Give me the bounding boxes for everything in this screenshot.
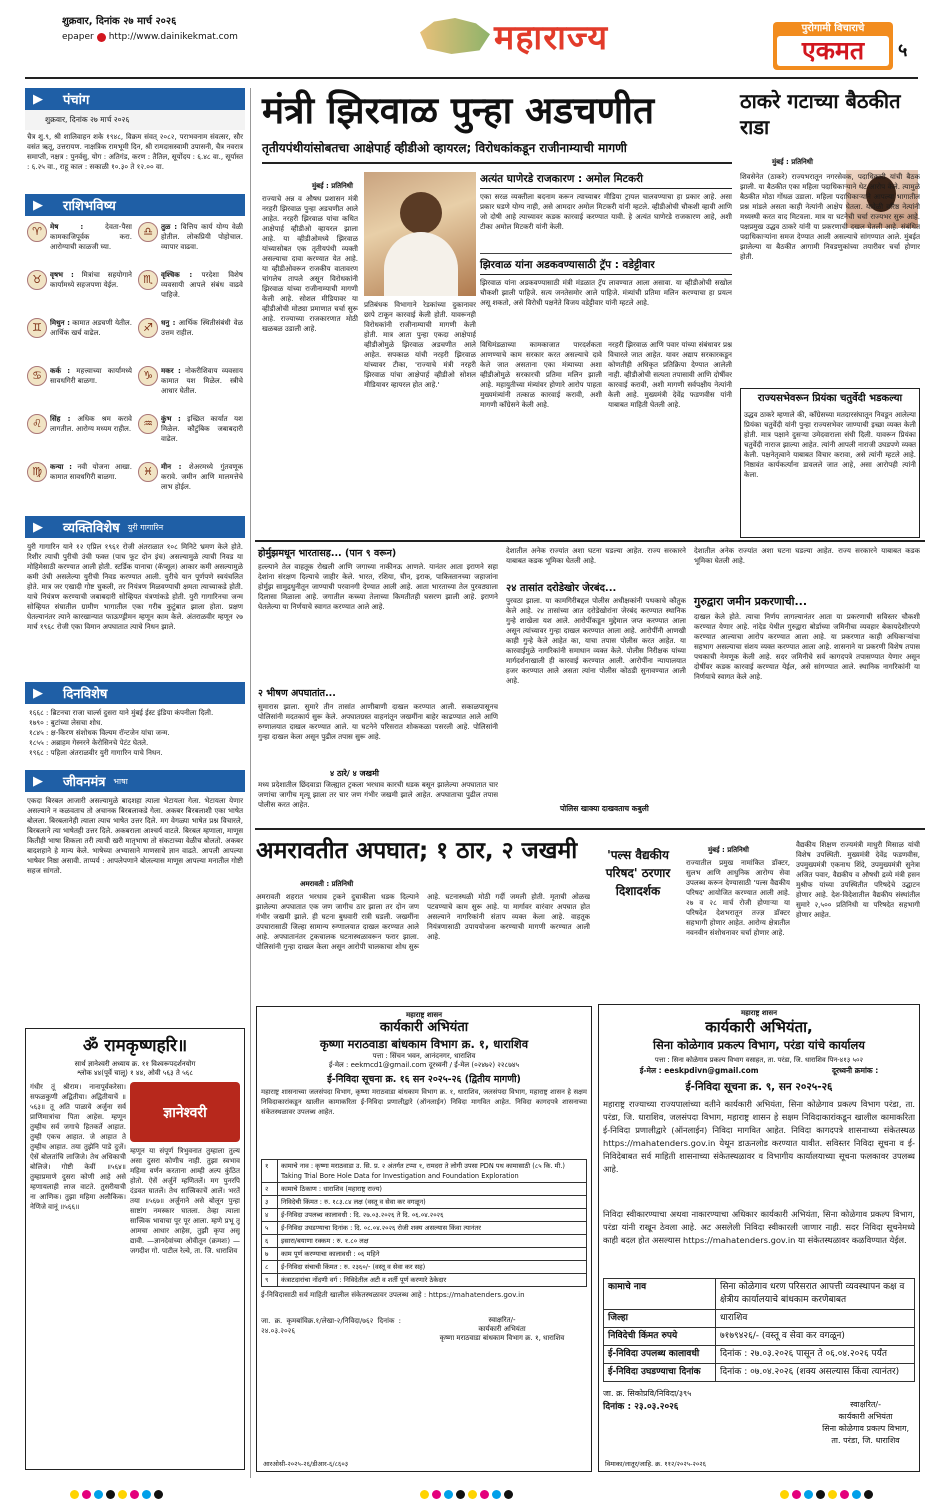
dinvishesh-header: ▶ दिनविशेष	[25, 682, 245, 704]
lead-headline: मंत्री झिरवाळ पुन्हा अडचणीत	[262, 89, 655, 132]
maharashtra-map-icon	[420, 18, 490, 54]
ramkrishna-line1: सार्थ ज्ञानेश्वरी अध्याय क्र. ११ विश्वरूपदर्शनयोग	[74, 1060, 196, 1068]
mitkari-body: एका सरळ व्यक्तीला बदनाम करून त्याच्याबर मीडिया ट्रायल चालवण्याचा हा प्रकार आहे. असा प्रकार घडणे योग्य नाही, असे आमदार अमोल मिटकरी यांनी म्हटले. व्हीडीओची चौकशी व्हावी आणि जो दोषी आहे त्याच्यावर कडक कारवाई करण्यात यावी. हे अत्यंत घाणेरडे राजकारण आहे, अशी टीका अमोल मिटकरी यांनी केली.	[480, 192, 732, 231]
thackeray-dateline: मुंबई : प्रतिनिधी	[772, 158, 813, 166]
rashi-text: कामात अडचणी येतील. आर्थिक खर्च वाढेल.	[50, 318, 132, 337]
registration-marks	[70, 1484, 166, 1501]
tender2-notice: ई-निविदा सूचना क्र. ९, सन २०२५-२६	[685, 1081, 833, 1093]
table-row	[262, 1183, 587, 1196]
table-row	[262, 1209, 587, 1222]
rashi-item	[138, 366, 243, 408]
globe-icon	[97, 33, 106, 42]
lead-body-col4: नरहरी झिरवाळ आणि पवार यांच्या संबंधावर प्रश्न विचारले जात आहेत. यावर अद्याप सरकारकडून कोणतीही अधिकृत प्रतिक्रिया देण्यात आलेली नाही. व्हीडीओची सत्यता तपासावी आणि दोषींवर कारवाई करावी, अशी मागणी सर्वपक्षीय नेत्यांनी केली आहे. मुख्यमंत्री देवेंद्र फडणवीस यांनी याबाबत माहिती घेतली आहे.	[608, 340, 732, 409]
taurus-icon: ♉	[27, 270, 47, 290]
rashi-text: आर्थिक स्थितीसंबंधी वेळ उत्तम राहील.	[161, 318, 243, 337]
list-item: १९६८ : पहिला अंतराळवीर युरी गागारिन याचे निधन.	[29, 748, 163, 757]
list-item: १६६८ : ब्रिटनचा राजा चार्ल्स दुसरा याने मुंबई ईस्ट इंडिया कंपनीला दिली.	[29, 708, 214, 717]
rashi-name: मकर :	[161, 366, 181, 375]
table-row	[262, 1196, 587, 1209]
mitkari-box	[480, 172, 732, 254]
rashi-item	[27, 414, 132, 456]
gurudwara-lead: देशातील अनेक राज्यांत अशा घटना घडल्या आहेत. राज्य सरकारने याबाबत कडक भूमिका घेतली आहे.	[694, 546, 920, 565]
list-item: १८४५ : क्ष-किरण संशोधक विल्यम रॉन्टजेन यांचा जन्म.	[29, 728, 170, 737]
amravati-dateline: अमरावती : प्रतिनिधी	[300, 880, 354, 888]
rashi-text: देवता-पैसा कामकाजिपूर्वक करा. आरोग्याची काळजी घ्या.	[50, 222, 132, 251]
capricorn-icon: ♑	[138, 366, 158, 386]
hormuz-body: हल्ल्याने तेल वाहतूक रोखली आणि जगाच्या नाकीनऊ आणले. यानंतर आता इराणने सहा देशांना संरक्षण दिल्याचे जाहीर केले. भारत, रशिया, चीन, इराक, पाकिस्तानच्या जहाजांना होर्मुझ सामुद्रधुनीतून जाण्याची परवानगी देण्यात आली आहे. आता भारताच्या तेल पुरवठ्याला दिलासा मिळाला आहे. जगातील कच्च्या तेलाच्या किमतीतही घसरण झाली आहे. इराणने घेतलेल्या या निर्णयाचे स्वागत करण्यात आले आहे.	[258, 562, 498, 611]
tender2-email: ई-मेल : eeskpdivn@gmail.com	[639, 1066, 759, 1075]
scorpio-icon: ♏	[138, 270, 158, 290]
hormuz-title: होर्मुझमधून भारतासह... (पान ९ वरून)	[258, 548, 397, 559]
virgo-icon: ♍	[27, 462, 47, 482]
masthead	[773, 22, 893, 70]
table-cell: निविदेची किंमत रुपये	[604, 1328, 716, 1346]
rashi-item	[27, 318, 132, 360]
table-cell: ५	[262, 1222, 278, 1235]
table-row	[262, 1160, 587, 1183]
table-cell: कामाचे ठिकाण : धाराशिव (महाराष्ट्र राज्य)	[278, 1183, 587, 1196]
tender2-ref2: दिनांक : २३.०३.२०२६	[603, 1402, 679, 1412]
ramkrishna-line2: श्लोक ४४(पूर्वे चालू) १ ४४, ओवी ५६३ ते ५६८	[76, 1069, 194, 1077]
table-cell: दिनांक : २७.०३.२०२६ पासून ते ०६.०४.२०२६ पर्यंत	[716, 1346, 915, 1364]
table-cell: जिल्हा	[604, 1310, 716, 1328]
rashi-name: तुळ :	[161, 222, 178, 231]
table-cell: ६	[262, 1235, 278, 1248]
table-row	[604, 1346, 915, 1364]
table-row	[262, 1235, 587, 1248]
tender1-notice: ई-निविदा सूचना क्र. १६ सन २०२५-२६ (द्वितीय मागणी)	[327, 1074, 521, 1085]
tender1-code: आरओसी-२०२५-२६/डीआर-६/८६०३	[263, 1460, 349, 1468]
tender1-ref: जा. क्र. कृमबांविक्र.१/लेखा-२/निविदा/७६२ दिनांक : २४.०३.२०२६	[261, 1316, 401, 1335]
jeevan-header: ▶ जीवनमंत्र भाषा	[25, 770, 245, 792]
table-row	[604, 1364, 915, 1382]
sagittarius-icon: ♐	[138, 318, 158, 338]
table-row	[262, 1274, 587, 1287]
aquarius-icon: ♒	[138, 414, 158, 434]
tender2-body2: निविदा स्वीकारण्याचा अथवा नाकारण्याचा अधिकार कार्यकारी अभियंता, सिना कोळेगाव प्रकल्प विभाग, परंडा यांनी राखून ठेवला आहे. अट असलेली निविदा स्वीकारली जाणार नाही. सदर निविदा सूचनेमध्ये काही बदल होत असल्यास https://mahatenders.gov.in या संकेतस्थळावर कळविण्यात येईल.	[603, 1209, 915, 1245]
tender2-office: कार्यकारी अभियंता,	[705, 1018, 813, 1036]
person-silhouette-icon	[400, 192, 442, 234]
cancer-icon: ♋	[27, 366, 47, 386]
arrow-icon: ▶	[33, 685, 43, 701]
amravati-headline: अमरावतीत अपघात; १ ठार, २ जखमी	[256, 838, 578, 864]
table-cell: ४	[262, 1209, 278, 1222]
dnyaneshwari-logo: ज्ञानेश्वरी	[130, 1082, 240, 1142]
tender1-office: कार्यकारी अभियंता	[379, 1020, 469, 1035]
vaidya-body2: वैद्यकीय शिक्षण राज्यमंत्री माधुरी मिसाळ यांची विशेष उपस्थिती. मुख्यमंत्री देवेंद्र फडणवीस, उपमुख्यमंत्री एकनाथ शिंदे, उपमुख्यमंत्री सुनेत्रा अजित पवार, वैद्यकीय व औषधी द्रव्ये मंत्री हसन मुश्रीफ यांच्या उपस्थितीत परिषदेचे उद्घाटन होणार आहे. देश-विदेशातील वैद्यकीय संस्थांतील सुमारे २,५०० प्रतिनिधी या परिषदेत सहभागी होणार आहेत.	[796, 840, 920, 919]
tender2-address: पत्ता : सिना कोळेगाव प्रकल्प विभाग वसाहत, ता. परंडा, जि. धाराशिव पिन-४१३ ५०२	[654, 1056, 864, 1064]
wadettiwar-title: झिरवाळ यांना अडकवण्यासाठी ट्रॅप : वडेट्टीवार	[480, 258, 732, 275]
rashi-text: वित्तिय कार्य योग्य वेळी होतील. लोकप्रियी पोहोचाल. व्यापार वाढवा.	[161, 222, 243, 251]
lead-body-col1: राज्याचे अन्न व औषध प्रशासन मंत्री नरहरी झिरवाळ पुन्हा अडचणीत आले आहेत. नरहरी झिरवाळ यांचा कथित आक्षेपार्ह व्हीडीओ व्हायरल झाला आहे. या व्हीडीओमध्ये झिरवाळ यांच्यासोबत एक तृतीयपंथी व्यक्ती असल्याचा दावा करण्यात येत आहे. या व्हीडीओवरून राजकीय वातावरण चांगलेच तापले असून विरोधकांनी झिरवाळ यांच्या राजीनाम्याची मागणी केली आहे. सोशल मीडियावर या व्हीडीओची मोठ्या प्रमाणात चर्चा सुरू आहे. राज्याच्या राजकारणात मोठी खळबळ उडाली आहे.	[262, 194, 358, 333]
tender2-gov: महाराष्ट्र शासन	[740, 1009, 778, 1017]
table-cell: कामाचे नाव	[604, 1279, 716, 1310]
table-row	[604, 1310, 915, 1328]
tender1-footer: ई-निविदासाठी सर्व माहिती खालील संकेतस्थळावर उपलब्ध आहे : https://mahatenders.gov.in	[261, 1290, 525, 1299]
minister-photo	[364, 172, 476, 296]
rashi-item	[27, 222, 132, 264]
ramkrishna-col2: म्हणून या संपूर्ण त्रिभुवनात तुम्हाला तुल्य असा दुसरा कोणीच नाही. तुझा स्वभाव महिमा वर्णन करताना आम्ही अल्प कुंठित होतो. ऐसें अर्जुनें म्हणितलें। मग पुनरपि दंडवत घातलें। तेथ सात्त्विकाचें आलें। भरतें तया ॥५६७॥ अर्जुनाने असे बोलून पुन्हा साष्टांग नमस्कार घातला. तेव्हा त्याला सात्त्विक भावाचा पूर पूर आला. म्हणे प्रभू तू आमचा आधार आहेस, तुझी कृपा असू द्यावी. —ज्ञानदेवांच्या ओवीतून (क्रमशः) —जगदीश गो. पाटील रेल्वे, ता. जि. धाराशिव	[130, 1147, 240, 1255]
rashi-header: ▶ राशिभविष्य	[25, 194, 245, 216]
rashi-item	[138, 270, 243, 312]
rashi-item	[138, 462, 243, 504]
section-title: महाराज्य	[494, 18, 609, 58]
gurudwara-title: गुरुद्वारा जमीन प्रकरणाची...	[694, 595, 808, 608]
arrow-icon: ▶	[33, 197, 43, 213]
rashi-name: मीन :	[161, 462, 182, 471]
ramkrishna-title: ॐ रामकृष्णहरि॥	[82, 1036, 188, 1056]
rashi-text: नवी योजना आखा. कामात सावधगिरी बाळगा.	[50, 462, 132, 481]
tender2-ref1: जा. क्र. सिकोप्रवि/निविदा/३९५	[603, 1389, 692, 1398]
tender2-body: महाराष्ट्र राज्याच्या राज्यपालांच्या वतीने कार्यकारी अभियंता, सिना कोळेगाव प्रकल्प विभाग परंडा, ता. परंडा, जि. धाराशिव, जलसंपदा विभाग, महाराष्ट्र शासन हे सक्षम निविदाकारांकडून खालील कामाकरिता ई-निविदा प्रणालीद्वारे (ऑनलाईन) निविदा मागवित आहेत. निविदा कागदपत्रे शासनाच्या संकेतस्थळ https://mahatenders.gov.in येथून डाऊनलोड करण्यात यावीत. सविस्तर निविदा सूचना व ई-निविदेबाबत सर्व माहिती शासनाच्या संकेतस्थळावर व विभागीय कार्यालयाच्या सूचना फलकावर उपलब्ध आहे.	[603, 1099, 915, 1174]
panchang-date: शुक्रवार, दिनांक २७ मार्च २०२६	[25, 110, 245, 130]
rashi-name: मेष :	[50, 222, 84, 231]
wadettiwar-box	[480, 258, 732, 334]
table-cell: ७	[262, 1248, 278, 1261]
table-cell: ई-निविदा संचाची किंमत : रु. २३६०/- (वस्तू व सेवा कर सह)	[278, 1261, 587, 1274]
jeevan-body: एकदा बिरबल आजारी असल्यामुळे बादशहा त्याला भेटायला गेला. भेटायला येणार असल्याने न कळवताच तो अचानक बिरबलाकडे गेला. अकबर बिरबलाशी एका भाषेत बोलला. बिरबलानेही त्याला त्याच भाषेत उत्तर दिले. मग वेगळ्या भाषेत प्रश्न विचारले, बिरबलाने त्या भाषेतही उत्तर दिले. अकबराला आश्चर्य वाटले. बिरबल म्हणाला, माणूस कितीही भाषा शिकला तरी त्याची खरी मातृभाषा तो संकटाच्या वेळीच बोलतो. अकबर बादशहाने हे मान्य केले. भाषेच्या अभ्यासाने माणसाचे ज्ञान वाढते. आपली आपल्या भाषेवर निष्ठा असावी. ताप्पर्य : आपलेपणाने बोलल्यास माणूस आपल्या मनातील गोष्टी सहज सांगतो.	[27, 796, 243, 875]
murder-body: पुरवठा झाला. या कामगिरीबद्दल पोलीस अधीक्षकांनी पथकाचे कौतुक केले आहे. २४ तासांच्या आत दरोडेखोरांना जेरबंद करण्यात स्थानिक गुन्हे शाखेला यश आले. आरोपींकडून मुद्देमाल जप्त करण्यात आला असून त्यांच्यावर गुन्हा दाखल करण्यात आला आहे. आरोपींनी आणखी काही गुन्हे केले आहेत का, याचा तपास पोलीस करत आहेत. या कारवाईमुळे नागरिकांनी समाधान व्यक्त केले. पोलीस निरीक्षक यांच्या मार्गदर्शनाखाली ही कारवाई करण्यात आली. आरोपींना न्यायालयात हजर करण्यात आले असता त्यांना पोलीस कोठडी सुनावण्यात आली आहे.	[506, 596, 686, 685]
arrow-icon: ▶	[33, 91, 43, 107]
masthead-tagline: पुरोगामी विचाराचे	[801, 23, 865, 34]
rashi-text: नोकरीशिवाय व्यवसाय कामात यश मिळेल. स्त्रीचे आधार घेतील.	[161, 366, 243, 395]
vaidya-body: राज्यातील प्रमुख नामांकित डॉक्टर, सुलभ आणि आधुनिक आरोग्य सेवा उपलब्ध करून देण्यासाठी 'पल्स वैद्यकीय परिषद' आयोजित करण्यात आली आहे. २७ व २८ मार्च रोजी होणाऱ्या या परिषदेत देशभरातून तज्ज्ञ डॉक्टर सहभागी होणार आहेत. आरोग्य क्षेत्रातील नवनवीन संशोधनावर चर्चा होणार आहे.	[686, 858, 790, 937]
rashi-text: अधिक श्रम करावे लागतील. आरोग्य मध्यम राहील.	[50, 414, 132, 433]
list-item: १८५५ : अब्राहम गेस्नरने केरोसिनचे पेटंट घेतले.	[29, 738, 149, 747]
rashi-text: महत्त्वाच्या कार्यांमध्ये सावधगिरी बाळगा.	[50, 366, 132, 385]
table-cell: काम पूर्ण करण्याचा कालावधी : ०६ महिने	[278, 1248, 587, 1261]
table-cell: ९	[262, 1274, 278, 1287]
tender2-dept: सिना कोळेगाव प्रकल्प विभाग, परंडा यांचे कार्यालय	[653, 1038, 865, 1052]
arrow-icon: ▶	[33, 519, 43, 535]
arrow-icon: ▶	[33, 773, 43, 789]
rashi-name: वृश्चिक :	[161, 270, 193, 279]
tender2-phone: दूरध्वनी क्रमांक :	[831, 1066, 879, 1075]
table-cell: ३	[262, 1196, 278, 1209]
table-cell: निविदेची किंमत : रु. १८३.८४ लक्ष (वस्तू व सेवा कर वगळून)	[278, 1196, 587, 1209]
panchang-body: चैत्र शु.९, श्री शालिवाहन शके १९४८, विक्रम संवत् २०८२, पराभवनाम संवत्सर, सौर वसंत ऋतू, उत्तरायण. नाक्षत्रिक रामभूमी दिन, श्री रामदासस्वामी उपासनी, चैत्र नवरात्र समाप्ती, नक्षत्र : पुनर्वसु, योग : अतिगंड, करण : तैतिल, सूर्योदय : ६.४८ वा., सूर्यास्त : ६.२५ वा., राहू काल : सकाळी १०.३० ते १२.०० वा.	[27, 132, 243, 171]
rashi-item	[138, 222, 243, 264]
header-date: शुक्रवार, दिनांक २७ मार्च २०२६	[62, 16, 177, 27]
page-header	[0, 0, 945, 80]
accident2-title: २ भीषण अपघातांत...	[258, 688, 336, 699]
table-cell: इसारा/बयाणा रक्कम : रु. १.८० लक्ष	[278, 1235, 587, 1248]
tender1-box: महाराष्ट्र शासन कार्यकारी अभियंता कृष्णा मराठवाडा बांधकाम विभाग क्र. १, धाराशिव पत्ता : सिंचन भवन, आनंदनगर, धाराशिव ई-मेल : eekmcd1@gmail.com दूरध्वनी / ई-मेल (०२४७२) २२८७४५ ई-निविदा सूचना क्र. १६ सन २०२५-२६ (द्वितीय मागणी) महाराष्ट्र शासनाच्या जलसंपदा विभाग, कृष्णा मराठवाडा बांधकाम विभाग क्र. १, धाराशिव, जलसंपदा विभाग, महाराष्ट्र शासन हे सक्षम निविदाकारांकडून खालील कामाकरिता ई-निविदा प्रणालीद्वारे (ऑनलाईन) निविदा मागवित आहेत. निविदा कागदपत्रे शासनाच्या संकेतस्थळावर उपलब्ध आहेत. १ कामाचे नाव : कृष्णा मराठवाडा उ. सि. प्र. २ अंतर्गत टप्पा १, रामदरा ते लोगी उपसा PDN पथ कामासाठी (८५ कि. मी.) Taking Trial Bore Hole Data for Investigation and Foundation Exploration २ कामाचे ठिकाण : धाराशिव (महाराष्ट्र राज्य) ३ निविदेची किंमत : रु. १८३.८४ लक्ष (वस्तू व सेवा कर वगळून) ४ ई-निविदा उपलब्ध कालावधी : दि. २७.०३.२०२६ ते दि. ०६.०४.२०२६ ५ ई-निविदा उघडण्याचा दिनांक : दि. ०८.०४.२०२६ रोजी शक्य असल्यास किंवा त्यानंतर ६ इसारा/बयाणा रक्कम : रु. १.८० लक्ष ७ काम पूर्ण करण्याचा कालावधी : ०६ महिने ८ ई-निविदा संचाची किंमत : रु. २३६०/- (वस्तू व सेवा कर सह) ९ कंत्राटदारांचा नोंदणी वर्ग : निविदेतील अटी व शर्ती पूर्ण करणारे ठेकेदार ई-निविदासाठी सर्व माहिती खालील संकेतस्थळावर उपलब्ध आहे : https://mahatenders.gov.in जा. क्र. कृमबांविक्र.१/लेखा-२/निविदा/७६२ दिनांक : २४.०३.२०२६ स्वाक्षरित/- कार्यकारी अभियंता कृष्णा मराठवाडा बांधकाम विभाग क्र. १, धाराशिव आरओसी-२०२५-२६/डीआर-६/८६०३	[256, 1006, 592, 1472]
hormuz-cont: देशातील अनेक राज्यांत अशा घटना घडल्या आहेत. राज्य सरकारने याबाबत कडक भूमिका घेतली आहे.	[506, 546, 686, 565]
registration-marks	[780, 1484, 876, 1501]
table-cell: ई-निविदा उपलब्ध कालावधी	[604, 1346, 716, 1364]
rashi-item	[138, 414, 243, 456]
tender1-contact: ई-मेल : eekmcd1@gmail.com दूरध्वनी / ई-मेल (०२४७२) २२८७४५	[328, 1061, 520, 1069]
thackeray-headline: ठाकरे गटाच्या बैठकीत राडा	[740, 89, 901, 139]
priyanka-box	[740, 388, 920, 538]
lead-subhead: तृतीयपंथीयांसोबतचा आक्षेपार्ह व्हीडीओ व्हायरल; विरोधकांकडून राजीनाम्याची मागणी	[262, 141, 627, 155]
mitkari-title: अत्यंत घाणेरडे राजकारण : अमोल मिटकरी	[480, 172, 732, 189]
rashi-name: कुंभ :	[161, 414, 181, 423]
priyanka-title: राज्यसभेवरून प्रियंका चतुर्वेदी भडकल्या	[757, 393, 903, 404]
registration-marks	[420, 1484, 516, 1501]
table-cell: ई-निविदा उपलब्ध कालावधी : दि. २७.०३.२०२६ ते दि. ०६.०४.२०२६	[278, 1209, 587, 1222]
accident2-body: सुमारास झाला. सुमारे तीन तासांत आणीबाणी दाखल करण्यात आली. सकाळपासूनच पोलिसांनी मदतकार्य सुरू केले. अपघातग्रस्त वाहनांतून जखमींना बाहेर काढण्यात आले आणि रुग्णालयात दाखल करण्यात आले. या घटनेने परिसरात शोककळा पसरली आहे. पोलिसांनी गुन्हा दाखल केला असून पुढील तपास सुरू आहे.	[258, 702, 498, 741]
rashi-text: शेअरमध्ये गुंतवणूक करावे. जमीन आणि मालमत्तेचे लाभ होईल.	[161, 462, 243, 491]
tender1-address: पत्ता : सिंचन भवन, आनंदनगर, धाराशिव	[372, 1052, 476, 1060]
epaper-link[interactable]: epaper http://www.dainikekmat.com	[62, 32, 238, 42]
vaidya-dateline: मुंबई : प्रतिनिधी	[708, 846, 749, 854]
tender1-dept: कृष्णा मराठवाडा बांधकाम विभाग क्र. १, धाराशिव	[319, 1037, 529, 1051]
rashi-item	[27, 462, 132, 504]
table-row	[604, 1279, 915, 1310]
wadettiwar-body: झिरवाळ यांना अडकवण्यासाठी मंत्री मंडळात ट्रॅप लावण्यात आला असावा. या व्हीडीओची सखोल चौकशी झाली पाहिजे. सत्य जनतेसमोर आले पाहिजे. मंत्र्यांची प्रतिमा मलिन करण्याचा हा प्रयत्न असू शकतो, असे विरोधी पक्षनेते विजय वडेट्टीवार यांनी म्हटले आहे.	[480, 278, 732, 307]
rashi-name: वृषभ :	[50, 270, 74, 279]
table-cell: ८	[262, 1261, 278, 1274]
tender2-table	[603, 1278, 915, 1382]
lead-dateline: मुंबई : प्रतिनिधी	[312, 182, 353, 190]
rashi-item	[27, 366, 132, 408]
rashi-name: मिथुन :	[50, 318, 70, 327]
table-cell: ई-निविदा उघडण्याचा दिनांक	[604, 1364, 716, 1382]
priyanka-body: उद्धव ठाकरे म्हणाले की, काँग्रेसच्या मतदारसंघातून निवडून आलेल्या प्रियंका चतुर्वेदी यांनी पुन्हा राज्यसभेवर जाण्याची इच्छा व्यक्त केली होती. मात्र पक्षाने दुसऱ्या उमेदवाराला संधी दिली. यावरून प्रियंका चतुर्वेदी नाराज झाल्या आहेत. त्यांनी आपली नाराजी उघडपणे व्यक्त केली. पक्षनेतृत्वाने याबाबत विचार करावा, असे त्यांनी म्हटले आहे. निष्ठावंत कार्यकर्त्यांना डावलले जात आहे, असा आरोपही त्यांनी केला.	[744, 410, 916, 479]
table-cell: दिनांक : ०७.०४.२०२६ (शक्य असल्यास किंवा त्यानंतर)	[716, 1364, 915, 1382]
rashi-item	[27, 270, 132, 312]
table-cell: सिना कोळेगाव धरण परिसरात आपत्ती व्यवस्थापन कक्ष व क्षेत्रीय कार्यालयाचे बांधकाम करणेबाबत	[716, 1279, 915, 1310]
page-number: ५	[898, 40, 908, 61]
libra-icon: ♎	[138, 222, 158, 242]
masthead-title: एकमत	[777, 36, 889, 66]
tender2-code: विमाका/लातूर/जाहि. क्र. ११२/२०२५-२०२६	[605, 1460, 706, 1468]
rashi-name: धनु :	[161, 318, 176, 327]
murder-title: २४ तासांत दरोडेखोर जेरबंद...	[506, 583, 617, 594]
table-cell: २	[262, 1183, 278, 1196]
table-row	[604, 1328, 915, 1346]
table-row	[262, 1248, 587, 1261]
ramkrishna-col1: गंधीर तूं श्रीराम। नानापूर्वकरेसा। सफळकुणी अद्वितीया। अद्वितीयाचें ॥५६३॥ तू अति पाळावे अर्जुना सर्व प्राणिमात्रांचा पिता आहेस. म्हणून तुम्हीच सर्व जगाचे हितकर्ते आहात. तुम्ही एकच आहात. जे आहात ते तुम्हीच आहात. तया तुझेनि पाडे दुजें। ऐसें बोलतांचि लाजिजे। तेथ अधिकाची बोलिजे। गोष्टी केवीं ॥५६४॥ तुम्हाप्रमाणे दुसरा कोणी आहे असे म्हणायलाही लाज वाटते. तुसरीयाची ना आणिक। तुझा महिमा अलौकिक। नेणिजे वानूं ॥५६६॥	[30, 1083, 126, 1211]
table-cell: ७१७९४२६/- (वस्तू व सेवा कर वगळून)	[716, 1328, 915, 1346]
accident3-body: मध्य प्रदेशातील छिंदवाडा जिल्ह्यात ट्रकला भरधाव कारची धडक बसून झालेल्या अपघातात चार जणांचा जागीच मृत्यू झाला तर चार जण गंभीर जखमी झाले आहेत. अपघाताचा पुढील तपास पोलीस करत आहेत.	[258, 780, 498, 809]
amravati-body: अमरावती शहरात भरधाव ट्रकने दुचाकीला धडक दिल्याने झालेल्या अपघातात एक जण जागीच ठार झाला तर दोन जण गंभीर जखमी झाले. ही घटना बुधवारी रात्री घडली. जखमींना उपचारासाठी जिल्हा सामान्य रुग्णालयात दाखल करण्यात आले आहे. अपघातानंतर ट्रकचालक घटनास्थळावरून फरार झाला. पोलिसांनी गुन्हा दाखल केला असून आरोपी चालकाचा शोध सुरू आहे. घटनास्थळी मोठी गर्दी जमली होती. मृताची ओळख पटवण्याचे काम सुरू आहे. या मार्गावर वारंवार अपघात होत असल्याने नागरिकांनी संताप व्यक्त केला आहे. वाहतूक नियंत्रणासाठी उपाययोजना करण्याची मागणी करण्यात आली आहे.	[256, 892, 590, 951]
table-cell: कामाचे नाव : कृष्णा मराठवाडा उ. सि. प्र. २ अंतर्गत टप्पा १, रामदरा ते लोगी उपसा PDN पथ कामासाठी (८५ कि. मी.) Taking Trial Bore Hole Data for Investigation and Foundation Exploration	[278, 1160, 587, 1183]
gurudwara-body: दाखल केले होते. त्याचा निर्णय लागल्यानंतर आता या प्रकरणाची सविस्तर चौकशी करण्यात येणार आहे. नांदेड येथील गुरुद्वारा बोर्डाच्या जमिनीचा व्यवहार बेकायदेशीरपणे करण्यात आल्याचा आरोप करण्यात आला आहे. या प्रकरणात काही अधिकाऱ्यांचा सहभाग असल्याचा संशय व्यक्त करण्यात आला आहे. शासनाने या प्रकरणी विशेष तपास पथकाची नेमणूक केली आहे. सदर जमिनीचे सर्व कागदपत्रे तपासण्यात येणार असून दोषींवर कडक कारवाई करण्यात येईल, असे सांगण्यात आले. स्थानिक नागरिकांनी या निर्णयाचे स्वागत केले आहे.	[694, 612, 920, 681]
table-cell: कंत्राटदारांचा नोंदणी वर्ग : निविदेतील अटी व शर्ती पूर्ण करणारे ठेकेदार	[278, 1274, 587, 1287]
panchang-header: ▶ पंचांग	[25, 88, 245, 110]
accident3-title: ४ ठारे/ ४ जखमी	[330, 769, 379, 778]
rashi-item	[138, 318, 243, 360]
rashi-text: इच्छित कार्यात यश मिळेल. कौटुंबिक जबाबदारी वाढेल.	[161, 414, 243, 443]
tender1-gov: महाराष्ट्र शासन	[405, 1011, 443, 1019]
ramkrishna-box	[25, 1028, 245, 1470]
rashi-grid	[25, 216, 245, 516]
lead-body-col2: प्रतिबंधक विभागाने रेडकांच्या दुकानावर छापे टाकून कारवाई केली होती. यावरूनही विरोधकांनी राजीनाम्याची मागणी केली होती. मात्र आता पुन्हा एकदा आक्षेपार्ह व्हीडीओमुळे झिरवाळ अडचणीत आले आहेत. सपकाळ यांची नरहरी झिरवाळ यांच्यावर टीका, 'राज्याचे मंत्री नरहरी झिरवाळ यांचा आक्षेपार्ह व्हीडीओ सोशल मीडियावर व्हायरल होत आहे.'	[364, 300, 476, 389]
aries-icon: ♈	[27, 222, 47, 242]
murder-caption: पोलिस खाक्या दाखवताच कबुली	[560, 804, 649, 813]
table-cell: ई-निविदा उघडण्याचा दिनांक : दि. ०८.०४.२०२६ रोजी शक्य असल्यास किंवा त्यानंतर	[278, 1222, 587, 1235]
table-row	[262, 1261, 587, 1274]
tender2-box: महाराष्ट्र शासन कार्यकारी अभियंता, सिना कोळेगाव प्रकल्प विभाग, परंडा यांचे कार्यालय पत्ता : सिना कोळेगाव प्रकल्प विभाग वसाहत, ता. परंडा, जि. धाराशिव पिन-४१३ ५०२ ई-मेल : eeskpdivn@gmail.com दूरध्वनी क्रमांक : ई-निविदा सूचना क्र. ९, सन २०२५-२६ महाराष्ट्र राज्याच्या राज्यपालांच्या वतीने कार्यकारी अभियंता, सिना कोळेगाव प्रकल्प विभाग परंडा, ता. परंडा, जि. धाराशिव, जलसंपदा विभाग, महाराष्ट्र शासन हे सक्षम निविदाकारांकडून खालील कामाकरिता ई-निविदा प्रणालीद्वारे (ऑनलाईन) निविदा मागवित आहेत. निविदा कागदपत्रे शासनाच्या संकेतस्थळ https://mahatenders.gov.in येथून डाऊनलोड करण्यात यावीत. सविस्तर निविदा सूचना व ई-निविदेबाबत सर्व माहिती शासनाच्या संकेतस्थळावर व विभागीय कार्यालयाच्या सूचना फलकावर उपलब्ध आहे. निविदा स्वीकारण्याचा अथवा नाकारण्याचा अधिकार कार्यकारी अभियंता, सिना कोळेगाव प्रकल्प विभाग, परंडा यांनी राखून ठेवला आहे. अट असलेली निविदा स्वीकारली जाणार नाही. सदर निविदा सूचनेमध्ये काही बदल होत असल्यास https://mahatenders.gov.in या संकेतस्थळावर कळविण्यात येईल. कामाचे नाव सिना कोळेगाव धरण परिसरात आपत्ती व्यवस्थापन कक्ष व क्षेत्रीय कार्यालयाचे बांधकाम करणेबाबत जिल्हा धाराशिव निविदेची किंमत रुपये ७१७९४२६/- (वस्तू व सेवा कर वगळून) ई-निविदा उपलब्ध कालावधी दिनांक : २७.०३.२०२६ पासून ते ०६.०४.२०२६ पर्यंत ई-निविदा उघडण्याचा दिनांक दिनांक : ०७.०४.२०२६ (शक्य असल्यास किंवा त्यानंतर) जा. क्र. सिकोप्रवि/निविदा/३९५ दिनांक : २३.०३.२०२६ स्वाक्षरित/- कार्यकारी अभियंता सिना कोळेगाव प्रकल्प विभाग, ता. परंडा, जि. धाराशिव विमाका/लातूर/जाहि. क्र. ११२/२०२५-२०२६	[598, 1004, 920, 1472]
rashi-name: सिंह :	[50, 414, 71, 423]
vaidya-title: 'पल्स वैद्यकीय परिषद' ठरणार दिशादर्शक	[605, 848, 671, 898]
table-row	[262, 1222, 587, 1235]
vyakti-header: ▶ व्यक्तिविशेष युरी गागारिन	[25, 516, 245, 538]
rashi-text: परदेशा विशेष व्यवसायी आपले संबंध वाढवे पाहिजे.	[161, 270, 243, 299]
thackeray-body: शिवसेनेत (ठाकरे) राज्यभरातून नगरसेवक, पदाधिकारी यांची बैठक झाली. या बैठकीत एका महिला पदाधिकाऱ्याने थेट आरोप केले. त्यामुळे बैठकीत मोठा गोंधळ उडाला. महिला पदाधिकाऱ्याने आपल्या भागातील प्रश्न मांडले असता काही नेत्यांनी आक्षेप घेतला. यावेळी वरिष्ठ नेत्यांनी मध्यस्थी करत वाद मिटवला. मात्र या घटनेची चर्चा राज्यभर सुरू आहे. पक्षप्रमुख उद्धव ठाकरे यांनी या प्रकरणाची दखल घेतली आहे. संबंधित पदाधिकाऱ्यांना समज देण्यात आली असल्याचे सांगण्यात आले. मुंबईत झालेल्या या बैठकीत आगामी निवडणुकांच्या तयारीवर चर्चा होणार होती.	[740, 172, 920, 261]
leo-icon: ♌	[27, 414, 47, 434]
table-cell: धाराशिव	[716, 1310, 915, 1328]
rashi-name: कन्या :	[50, 462, 72, 471]
table-cell: १	[262, 1160, 278, 1183]
tender1-table	[261, 1159, 587, 1287]
left-column	[25, 88, 245, 1002]
rashi-text: मित्रांचा सहयोगाने कार्यांमध्ये सहजपणा येईल.	[50, 270, 132, 289]
gemini-icon: ♊	[27, 318, 47, 338]
rashi-name: कर्क :	[50, 366, 71, 375]
dinvishesh-list	[25, 704, 245, 770]
list-item: १७९० : बुटांच्या लेसचा शोध.	[29, 718, 103, 727]
vyakti-body: युरी गागारिन याने १२ एप्रिल १९६१ रोजी अंतराळात १०८ मिनिटे भ्रमण केले होते. रिशीर त्याची पुरीची उंची फक्त (पाच फूट दोन इंच) असल्यामुळे त्याची निवड या मोहिमेसाठी करण्यात आली होती. स्टर्डिक यानाचा (कॅप्सूल) आकार कमी असल्यामुळे कमी उंची असलेल्या युरीची निवड करण्यात आली. युरीचे यान पूर्णपणे स्वयंचलित होते. मात्र जर एखादी गोष्ट चुकली, तर नियंत्रण मिळवण्याची क्षमता त्याच्याकडे होती. याचे नियंत्रण करण्याची जबाबदारी सोव्हियत यंत्रणांकडे होती. युरी गागारिनचा जन्म सोव्हियत संघातील ग्रामीण भागातील एका गरीब कुटुंबात झाला होता. प्रक्षण घेतल्यानंतर त्याने कारखान्यात फाऊण्ड्रीमन म्हणून काम केले. अंतराळवीर म्हणून २७ मार्च १९६८ रोजी एका विमान अपघातात त्याचे निधन झाले.	[27, 542, 243, 631]
tender1-intro: महाराष्ट्र शासनाच्या जलसंपदा विभाग, कृष्णा मराठवाडा बांधकाम विभाग क्र. १, धाराशिव, जलसंपदा विभाग, महाराष्ट्र शासन हे सक्षम निविदाकारांकडून खालील कामाकरिता ई-निविदा प्रणालीद्वारे (ऑनलाईन) निविदा मागवित आहेत. निविदा कागदपत्रे शासनाच्या संकेतस्थळावर उपलब्ध आहेत.	[261, 1088, 587, 1116]
pisces-icon: ♓	[138, 462, 158, 482]
lead-body-col3: विधिमंडळाच्या कामकाजात पारदर्शकता आणण्याचे काम सरकार करत असल्याचे दावे केले जात असताना एका मंत्र्याच्या अशा व्हीडीओमुळे सरकारची प्रतिमा मलिन झाली आहे. महायुतीच्या मंत्र्यांवर होणारे आरोप पाहता मुख्यमंत्र्यांनी तत्काळ कारवाई करावी, अशी मागणी काँग्रेसने केली आहे.	[480, 340, 602, 409]
